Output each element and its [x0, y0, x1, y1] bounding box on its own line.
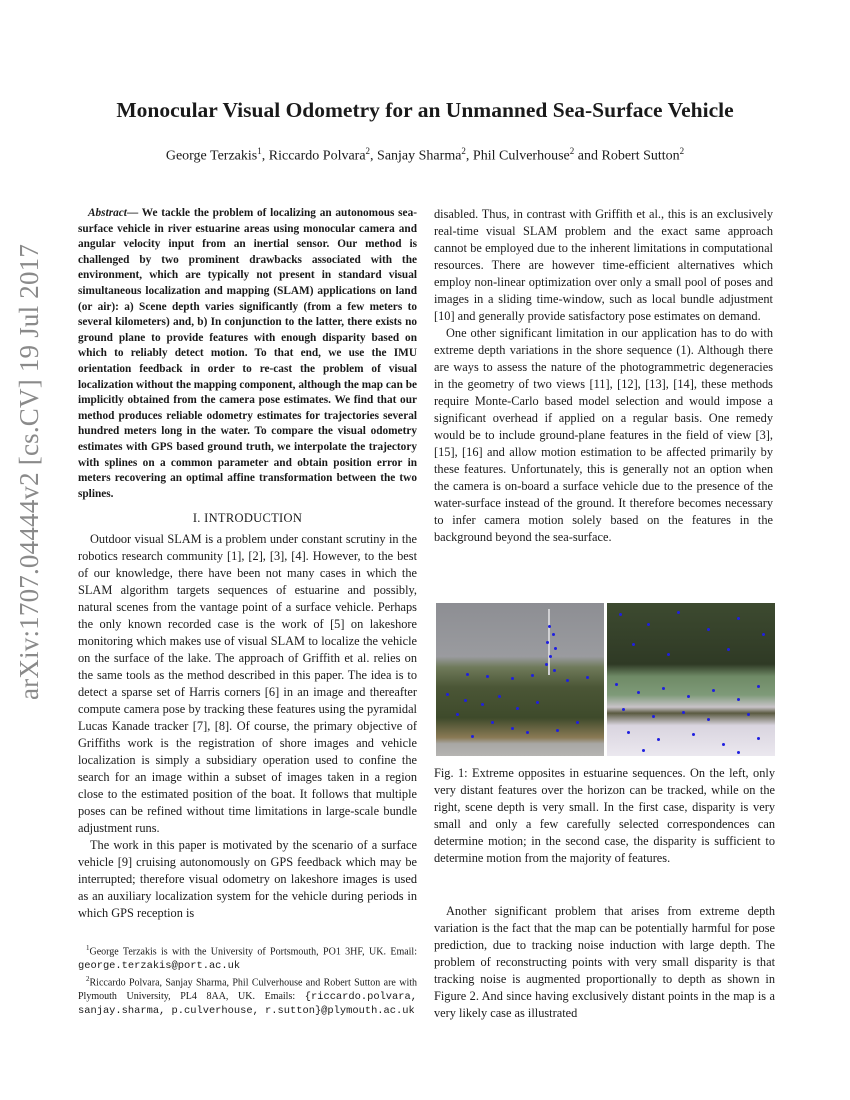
abstract-text: We tackle the problem of localizing an autonomous sea-surface vehicle in river estuarine areas using monocular camera and angular velocity input from an inertial sensor. Our method is challenged by two prominent drawbacks associated with the environment, which are typically not present in standard visual simultaneous localization and mapping (SLAM) applications on land (or air): a) Scene depth varies significantly (from a few meters to several kilometers) and, b) In conjunction to the latter, there exists no ground plane to provide features with enough disparity based on which to reliably detect motion. To that end, we use the IMU orientation feedback in order to re-cast the problem of visual localization without the mapping component, although the map can be implicitly obtained from the camera pose estimates. We find that our method produces reliable odometry estimates for trajectories several hundred meters long in the water. To compare the visual odometry estimates with GPS based ground truth, we interpolate the trajectory with splines on a common parameter and obtain position error in meters recovering an optimal affine transformation between the two splines.: [78, 207, 417, 500]
email-link[interactable]: george.terzakis@port.ac.uk: [78, 959, 241, 972]
abstract: [78, 206, 417, 502]
footnote-text: Riccardo Polvara, Sanjay Sharma, Phil Culverhouse and Robert Sutton are with Plymouth University, PL4 8AA, UK. Emails:: [78, 977, 417, 1002]
figure-1-caption: Fig. 1: Extreme opposites in estuarine sequences. On the left, only very distant features over the horizon can be tracked, while on the right, scene depth is very small. In the first case, disparity is very small and only a few carefully selected correspondences can determine motion; in the second case, the disparity is sufficient to determine motion from the majority of features.: [434, 766, 775, 865]
separator: ,: [261, 148, 269, 164]
author-name: Sanjay Sharma: [377, 148, 462, 164]
right-column: [434, 206, 773, 546]
affiliation-mark: 2: [679, 146, 685, 156]
intro-paragraph-4: Another significant problem that arises from extreme depth variation is the fact that the map can be potentially harmful for pose prediction, due to tracking noise induction with large depth. The problem of reconstructing points with very small disparity is that tracking noise is augmented proportionally to depth as shown in Figure 2. And since having exclusively distant points in the map is a very likely case as illustrated: [434, 904, 775, 1020]
intro-paragraph-2: The work in this paper is motivated by the scenario of a surface vehicle [9] cruising autonomously on GPS feedback which may be interrupted; therefore visual odometry on lakeshore images is used as an auxiliary localization system for the vehicle during periods in which GPS reception is: [78, 838, 417, 921]
paper-title: Monocular Visual Odometry for an Unmanned Sea-Surface Vehicle: [116, 98, 734, 122]
figure-1-right-image: [607, 603, 775, 756]
affiliation-mark: 2: [461, 146, 466, 156]
author-name: Robert Sutton: [601, 148, 680, 164]
separator: ,: [370, 148, 378, 164]
abstract-dash: —: [126, 207, 139, 219]
figure-1: [436, 603, 776, 756]
abstract-label: Abstract: [88, 207, 127, 219]
arxiv-identifier-stamp: arXiv:1707.04444v2 [cs.CV] 19 Jul 2017: [14, 243, 44, 700]
footnote-mark: 1: [86, 944, 90, 952]
affiliation-mark: 2: [365, 146, 371, 156]
author-name: Riccardo Polvara: [268, 148, 366, 164]
author-list: [0, 146, 850, 165]
left-column: [78, 206, 417, 922]
author-name: George Terzakis: [165, 148, 258, 164]
section-heading-introduction: I. INTRODUCTION: [192, 511, 303, 526]
footnote-mark: 2: [86, 974, 90, 983]
intro-paragraph-1: Outdoor visual SLAM is a problem under constant scrutiny in the robotics research community [1], [2], [3], [4]. However, to the best of our knowledge, there have been not many cases in which the SLAM algorithm targets sequences of estuarine and possibly, natural scenes from the vantage point of a surface vehicle. Perhaps the only known recorded case is the work of [5] on lakeshore monitoring which makes use of visual SLAM to localize the vehicle on the surface of the lake. The approach of Griffith et al. relies on the same tools as the method described in this paper. The idea is to detect a sparse set of Harris corners [6] in an image and thereafter compute camera pose by tracking these features using the pyramidal Lucas Kanade tracker [7], [8]. Of course, the primary objective of Griffiths work is the registration of shore images and vehicle localization is simply a subsidiary operation used to confine the search for an image within a subset of images taken in a region close to the estimated position of the boat. It follows that multiple poses can be refined without time limitations in large-scale bundle adjustment runs.: [78, 532, 417, 836]
email-list[interactable]: {riccardo.polvara, sanjay.sharma, p.culverhouse, r.sutton}@plymouth.ac.uk: [78, 990, 417, 1017]
affiliation-mark: 1: [257, 146, 262, 156]
figure-1-left-image: [436, 603, 604, 756]
separator: ,: [465, 148, 473, 164]
right-column-continued: [434, 903, 775, 1022]
separator: and: [574, 148, 602, 164]
footnotes: [78, 942, 417, 1018]
intro-paragraph-continued: disabled. Thus, in contrast with Griffith et al., this is an exclusively real-time visual SLAM problem and the exact same approach cannot be employed due to the inherent limitations in computational resources. There are however time-efficient alternatives which employ non-linear optimization over only a small pool of poses and images in a sliding time-window, such as local bundle adjustment [10] and generally provide satisfactory pose estimates on demand.: [434, 207, 773, 323]
footnote-2: [78, 973, 417, 1018]
intro-paragraph-3: One other significant limitation in our application has to do with extreme depth variations in the shore sequence (1). Although there are ways to assess the nature of the photogrammetric degeneracies in the geometry of two views [11], [12], [13], [14], these methods require Monte-Carlo based model selection and would impose a significant overhead if applied on a regular basis. One remedy would be to include ground-plane features in the field of view [3], [15], [16] and allow motion estimation to be affected primarily by these features. Unfortunately, this is generally not an option when the camera is on-board a surface vehicle due to the presence of the water-surface instead of the ground. It therefore becomes necessary to infer camera motion solely based on the features in the background beyond the sea-surface.: [434, 326, 773, 544]
affiliation-mark: 2: [569, 146, 575, 156]
footnote-1: [78, 942, 417, 973]
author-name: Phil Culverhouse: [472, 148, 570, 164]
footnote-text: George Terzakis is with the University of Portsmouth, PO1 3HF, UK. Email:: [89, 946, 417, 958]
